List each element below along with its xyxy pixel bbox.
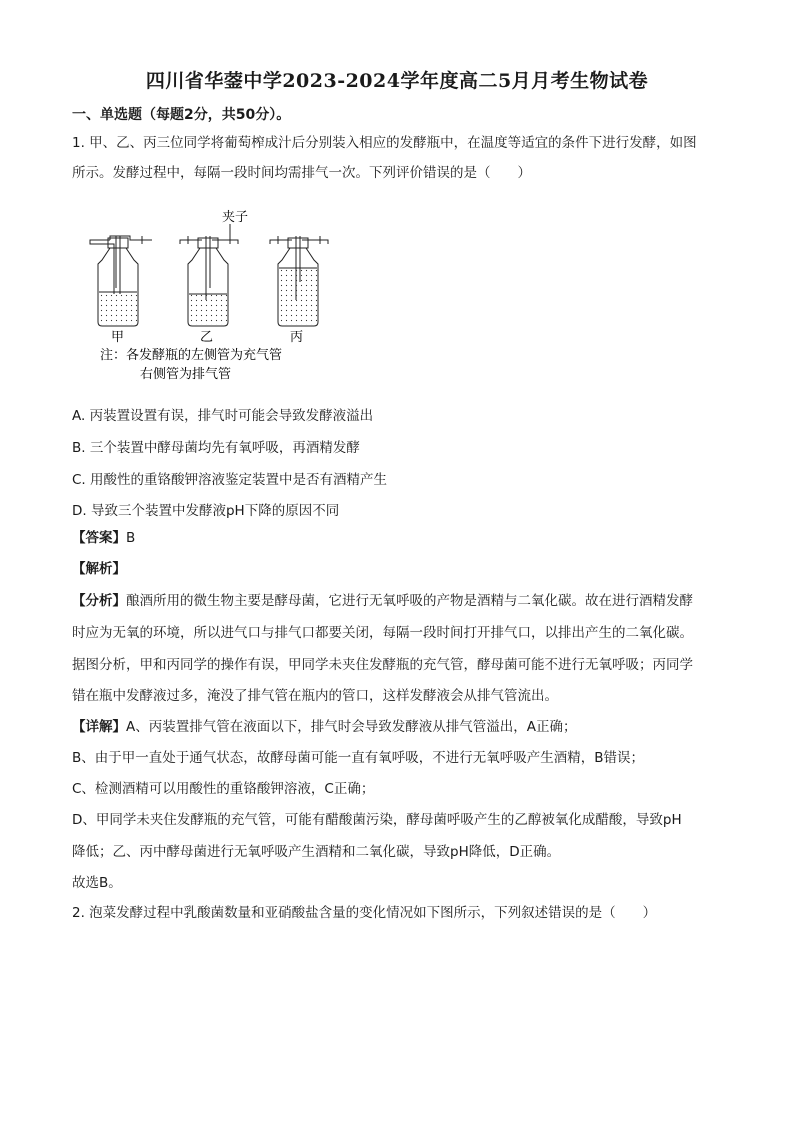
conclusion: 故选B。 [72, 875, 122, 891]
analysis-tag: 【解析】 [72, 561, 126, 577]
q1-option-a: A. 丙装置设置有误，排气时可能会导致发酵液溢出 [72, 408, 374, 424]
detail-d2: 降低；乙、丙中酵母菌进行无氧呼吸产生酒精和二氧化碳，导致pH降低，D正确。 [72, 844, 561, 860]
detail-a: A、丙装置排气管在液面以下，排气时会导致发酵液从排气管溢出，A正确； [126, 719, 577, 735]
page-title: 四川省华蓥中学2023-2024学年度高二5月月考生物试卷 [145, 70, 649, 92]
bottle-label-jia: 甲 [111, 330, 125, 345]
bottle-jia [90, 236, 152, 326]
bottle-label-bing: 丙 [290, 330, 304, 345]
bottle-yi [180, 236, 238, 326]
section-heading: 一、单选题（每题2分，共50分）。 [72, 107, 291, 123]
bottle-label-yi: 乙 [200, 330, 214, 345]
figure-note-line2: 右侧管为排气管 [140, 367, 232, 382]
detail-d1: D、甲同学未夹住发酵瓶的充气管，可能有醋酸菌污染，酵母菌呼吸产生的乙醇被氧化成醋酸，导致pH [72, 812, 682, 828]
fenxi-line4: 错在瓶中发酵液过多，淹没了排气管在瓶内的管口，这样发酵液会从排气管流出。 [72, 688, 558, 704]
xiangjie-tag: 【详解】 [72, 719, 126, 735]
q1-stem-line1: 1. 甲、乙、丙三位同学将葡萄榨成汁后分别装入相应的发酵瓶中，在温度等适宜的条件下进行发酵，如图 [72, 135, 697, 151]
q1-answer [72, 528, 732, 548]
analysis-heading [72, 559, 732, 579]
q1-option-b: B. 三个装置中酵母菌均先有氧呼吸，再酒精发酵 [72, 440, 360, 456]
fermentation-bottles-figure [80, 204, 350, 384]
fenxi-text1: 酿酒所用的微生物主要是酵母菌，它进行无氧呼吸的产物是酒精与二氧化碳。故在进行酒精发酵 [126, 593, 693, 609]
clip-label: 夹子 [222, 210, 249, 225]
detail-b: B、由于甲一直处于通气状态，故酵母菌可能一直有氧呼吸，不进行无氧呼吸产生酒精，B错误； [72, 750, 645, 766]
fenxi-line3: 据图分析，甲和丙同学的操作有误，甲同学未夹住发酵瓶的充气管，酵母菌可能不进行无氧呼吸；丙同学 [72, 657, 693, 673]
q2-stem: 2. 泡菜发酵过程中乳酸菌数量和亚硝酸盐含量的变化情况如下图所示，下列叙述错误的是（ ） [72, 905, 657, 921]
fenxi-tag: 【分析】 [72, 593, 126, 609]
answer-tag: 【答案】 [72, 530, 126, 546]
answer-value: B [126, 530, 136, 546]
q1-option-d: D. 导致三个装置中发酵液pH下降的原因不同 [72, 503, 340, 519]
fenxi-line1 [72, 591, 732, 611]
figure-note-line1: 注：各发酵瓶的左侧管为充气管 [100, 348, 283, 363]
detail-c: C、检测酒精可以用酸性的重铬酸钾溶液，C正确； [72, 781, 375, 797]
detail-a-line [72, 717, 732, 737]
bottle-bing [270, 236, 328, 326]
fenxi-line2: 时应为无氧的环境，所以进气口与排气口都要关闭，每隔一段时间打开排气口，以排出产生的二氧化碳。 [72, 625, 693, 641]
q1-stem-line2: 所示。发酵过程中，每隔一段时间均需排气一次。下列评价错误的是（ ） [72, 165, 531, 181]
q1-option-c: C. 用酸性的重铬酸钾溶液鉴定装置中是否有酒精产生 [72, 472, 388, 488]
